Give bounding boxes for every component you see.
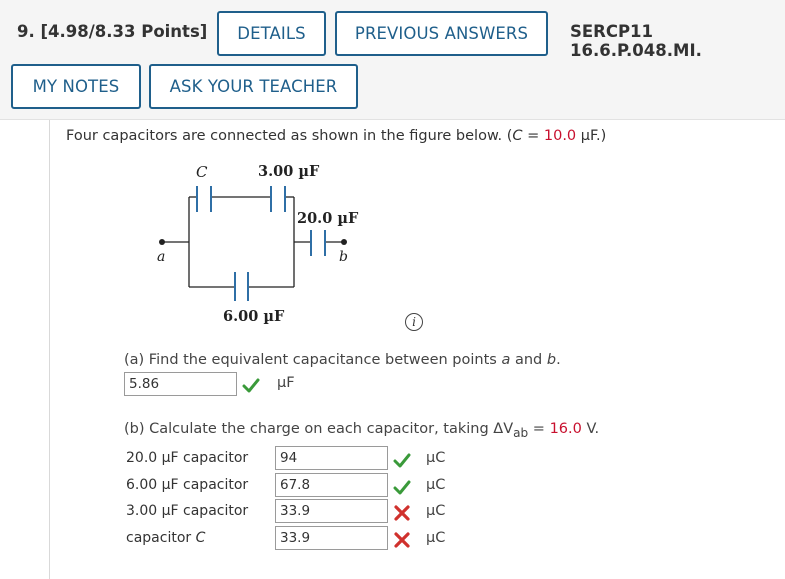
c-symbol: C — [512, 128, 523, 144]
equals-text: = — [522, 128, 544, 144]
checkmark-icon — [393, 452, 411, 468]
part-a-question — [124, 352, 561, 368]
row-label-20uf: 20.0 µF capacitor — [126, 450, 249, 466]
label-6uf: 6.00 µF — [223, 308, 285, 325]
charge-unit: µC — [426, 477, 446, 493]
part-a-unit: µF — [277, 375, 295, 391]
subscript-ab: ab — [513, 425, 529, 440]
my-notes-button[interactable]: MY NOTES — [11, 64, 141, 109]
part-a-text: (a) Find the equivalent capacitance between points — [124, 352, 502, 368]
charge-unit: µC — [426, 450, 446, 466]
charge-3uf-field[interactable]: 33.9 — [275, 499, 388, 523]
c-value: 10.0 — [543, 128, 577, 144]
point-b: b — [546, 352, 557, 368]
row-label-6uf: 6.00 µF capacitor — [126, 477, 249, 493]
charge-6uf-field[interactable]: 67.8 — [275, 473, 388, 497]
circuit-diagram — [140, 154, 370, 334]
problem-text: Four capacitors are connected as shown in the figure below. ( — [66, 128, 513, 144]
problem-statement — [66, 128, 606, 144]
volt-unit: V. — [581, 421, 600, 437]
equals-text: = — [528, 421, 550, 437]
label-b: b — [339, 249, 348, 265]
charge-unit: µC — [426, 503, 446, 519]
question-header — [0, 0, 785, 120]
charge-20uf-field[interactable]: 94 — [275, 446, 388, 470]
x-mark-icon — [393, 505, 411, 521]
part-a-answer-field[interactable]: 5.86 — [124, 372, 237, 396]
label-3uf: 3.00 µF — [258, 163, 320, 180]
details-button[interactable]: DETAILS — [217, 11, 326, 56]
content-divider — [49, 120, 50, 579]
part-b-text: (b) Calculate the charge on each capacitor, taking ΔV — [124, 421, 514, 437]
row-label-3uf: 3.00 µF capacitor — [126, 503, 249, 519]
label-a: a — [157, 249, 166, 265]
row-label-c — [126, 530, 205, 546]
c-symbol: C — [195, 530, 206, 546]
previous-answers-button[interactable]: PREVIOUS ANSWERS — [335, 11, 548, 56]
part-b-question — [124, 421, 599, 440]
voltage-value: 16.0 — [549, 421, 582, 437]
question-number: 9. [4.98/8.33 Points] — [17, 22, 208, 41]
terminal-b — [341, 239, 347, 245]
ask-your-teacher-button[interactable]: ASK YOUR TEACHER — [149, 64, 358, 109]
and-text: and — [510, 352, 547, 368]
x-mark-icon — [393, 532, 411, 548]
checkmark-icon — [242, 377, 260, 393]
label-c: C — [196, 163, 208, 181]
period-text: . — [556, 352, 561, 368]
problem-code: SERCP11 16.6.P.048.MI. — [570, 22, 702, 60]
charge-unit: µC — [426, 530, 446, 546]
label-20uf: 20.0 µF — [297, 210, 359, 227]
capacitor-text: capacitor — [126, 530, 196, 546]
charge-c-field[interactable]: 33.9 — [275, 526, 388, 550]
terminal-a — [159, 239, 165, 245]
checkmark-icon — [393, 479, 411, 495]
info-circle-icon[interactable]: i — [405, 313, 423, 331]
point-a: a — [501, 352, 511, 368]
unit-text: µF.) — [576, 128, 607, 144]
